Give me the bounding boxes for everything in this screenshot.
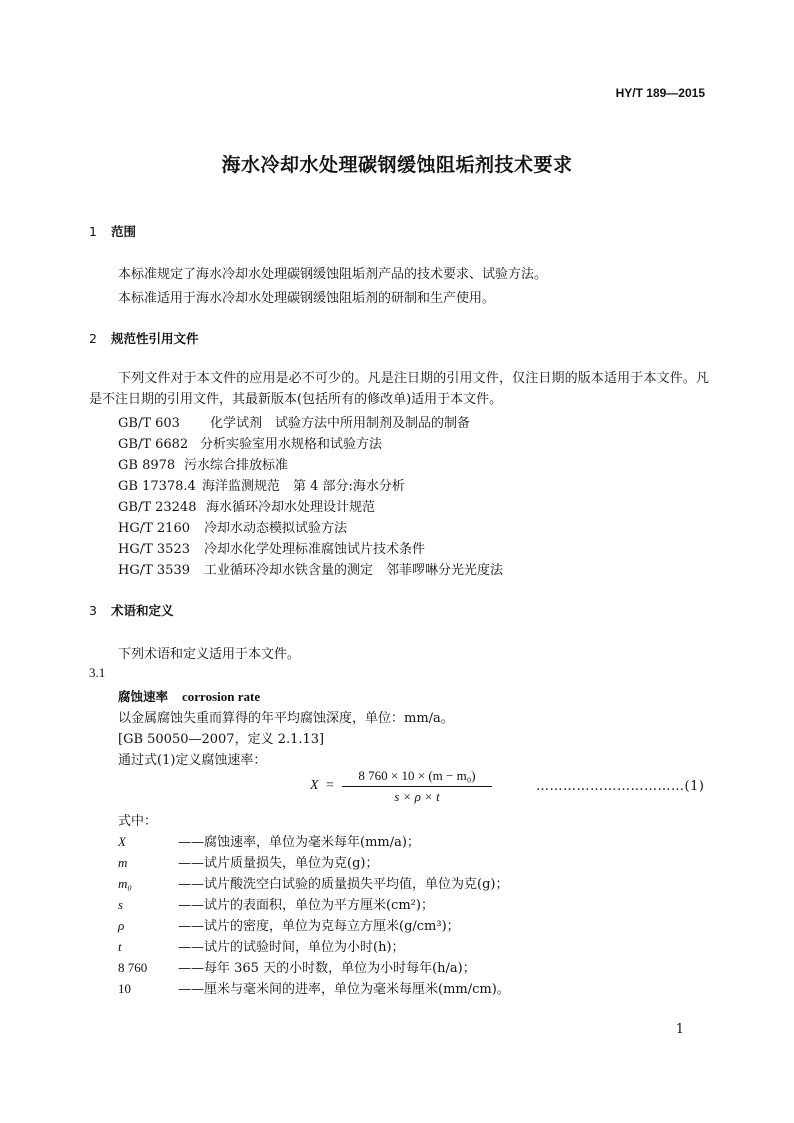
variable-description: ——试片质量损失，单位为克(g)； [178,856,379,871]
term-entry [118,686,260,705]
reference-code: GB 8978 [118,458,176,473]
formula-numerator: 8 760 × 10 × (m − m₀) [358,768,476,783]
variable-description: ——试片的表面积，单位为平方厘米(cm²)； [178,898,434,913]
variable-symbol: X [118,834,126,849]
reference-item [118,475,405,494]
term-definition: 以金属腐蚀失重而算得的年平均腐蚀深度，单位：mm/a。 [118,711,454,726]
variable-row [118,873,508,892]
reference-title: 海水循环冷却水处理设计规范 [206,500,376,515]
section-number: 1 [89,224,97,239]
reference-title: 海洋监测规范 第 4 部分:海水分析 [202,479,405,494]
variable-description: ——腐蚀速率，单位为毫米每年(mm/a)； [178,835,420,850]
reference-title: 化学试剂 试验方法中所用制剂及制品的制备 [210,416,471,431]
section-number: 2 [89,331,97,346]
reference-item [118,538,425,557]
reference-code: GB/T 23248 [118,500,197,515]
formula-equals: = [326,778,334,793]
variable-symbol: ρ [118,918,125,933]
variable-description: ——厘米与毫米间的进率，单位为毫米每厘米(mm/cm)。 [178,982,510,997]
term-english: corrosion rate [182,689,261,704]
variable-symbol: s [118,897,124,912]
formula-intro: 通过式(1)定义腐蚀速率： [118,753,267,768]
section-title: 范围 [111,224,137,239]
section-3-heading [89,601,174,619]
paragraph: 本标准适用于海水冷却水处理碳钢缓蚀阻垢剂的研制和生产使用。 [118,291,496,306]
variable-row [118,957,476,976]
paragraph: 下列术语和定义适用于本文件。 [118,647,301,662]
variable-row [118,852,378,871]
variable-symbol: t [118,939,122,954]
variable-description: ——试片酸洗空白试验的质量损失平均值，单位为克(g)； [178,877,509,892]
section-1-heading [89,222,136,240]
reference-code: HG/T 2160 [118,521,190,536]
section-title: 术语和定义 [111,603,174,618]
reference-title: 分析实验室用水规格和试验方法 [200,437,383,452]
variable-symbol: m [118,855,128,870]
page-title: 海水冷却水处理碳钢缓蚀阻垢剂技术要求 [221,154,573,176]
reference-title: 污水综合排放标准 [184,458,289,473]
variable-row [118,936,405,955]
section-2-heading [89,329,199,347]
variable-symbol: 8 760 [118,960,148,975]
reference-title: 冷却水化学处理标准腐蚀试片技术条件 [204,542,426,557]
reference-code: GB 17378.4 [118,479,196,494]
reference-item [118,412,470,431]
formula-fraction [342,768,492,805]
variable-row [118,915,460,934]
term-source: [GB 50050—2007，定义 2.1.13] [118,732,325,747]
fraction-bar [342,786,492,787]
reference-code: GB/T 6682 [118,437,189,452]
paragraph: 下列文件对于本文件的应用是必不可少的。凡是注日期的引用文件，仅注日期的版本适用于本文件。凡是不注日期的引用文件，其最新版本(包括所有的修改单)适用于本文件。 [89,371,709,407]
variable-description: ——试片的试验时间，单位为小时(h)； [178,940,405,955]
reference-item [118,559,503,578]
reference-item [118,517,347,536]
variable-description: ——每年 365 天的小时数，单位为小时每年(h/a)； [178,961,476,976]
reference-code: HG/T 3523 [118,542,190,557]
where-label: 式中： [118,814,158,829]
reference-code: GB/T 603 [118,416,180,431]
section-number: 3 [89,603,97,618]
reference-item [118,496,375,515]
standard-code: HY/T 189—2015 [615,86,705,100]
variable-description: ——试片的密度，单位为克每立方厘米(g/cm³)； [178,919,460,934]
variable-row [118,894,434,913]
formula-lhs: X [310,778,319,793]
subsection-number: 3.1 [89,665,106,680]
reference-title: 工业循环冷却水铁含量的测定 邻菲啰啉分光光度法 [204,563,504,578]
variable-symbol: m₀ [118,876,132,891]
variable-row [118,831,420,850]
page-number: 1 [675,1022,684,1037]
reference-code: HG/T 3539 [118,563,190,578]
reference-item [118,433,382,452]
reference-item [118,454,288,473]
variable-symbol: 10 [118,981,131,996]
formula-number: ……………………………(1) [536,779,705,794]
paragraph: 本标准规定了海水冷却水处理碳钢缓蚀阻垢剂产品的技术要求、试验方法。 [118,267,548,282]
reference-title: 冷却水动态模拟试验方法 [204,521,348,536]
term-chinese: 腐蚀速率 [118,689,169,704]
formula-denominator: s × ρ × t [394,789,440,804]
variable-row [118,978,510,997]
section-title: 规范性引用文件 [111,331,199,346]
